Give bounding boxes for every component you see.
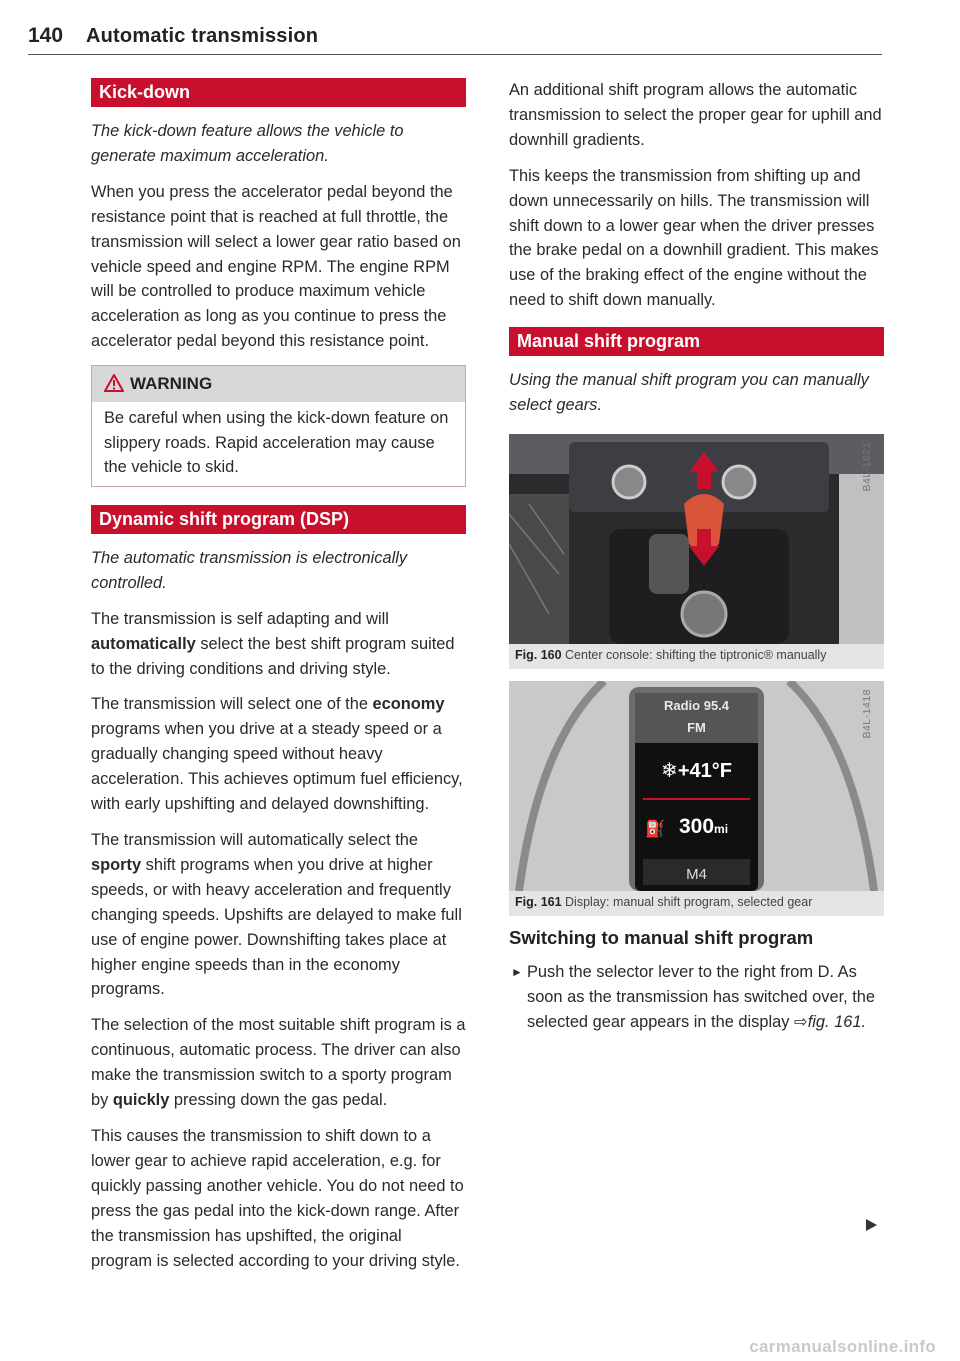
manual-step: ► Push the selector lever to the right from D. As soon as the transmission has switched over, the selected gear appears in the display ⇨fig. 161. — [509, 960, 884, 1035]
fig-161-link[interactable]: ⇨fig. 161. — [793, 1012, 867, 1031]
warning-triangle-icon — [104, 374, 124, 392]
section-title: Automatic transmission — [86, 25, 319, 47]
dsp-paragraph-3: The transmission will automatically select the sporty shift programs when you drive at higher speeds, or with heavy acceleration and frequently changing speeds. Upshifts are delayed to make full use of engine power. Downshifting takes place at higher engine speeds than in the economy programs. — [91, 831, 462, 999]
dsp-paragraph-1: The transmission is self adapting and will automatically select the best shift program suited to the driving conditions and driving style. — [91, 609, 455, 678]
kickdown-body: When you press the accelerator pedal beyond the resistance point that is reached at full throttle, the transmission will select a lower gear ratio based on vehicle speed and engine RPM. The engine RPM will be controlled to produce maximum vehicle acceleration as long as you continue to press the accelerator pedal beyond this resistance point. — [91, 182, 461, 351]
center-console-illustration — [509, 434, 884, 644]
manual-intro: Using the manual shift program you can manually select gears. — [509, 371, 869, 415]
manual-heading: Manual shift program — [509, 327, 884, 356]
fig-161-caption: Fig. 161 Display: manual shift program, selected gear — [509, 891, 884, 916]
display-radio-block — [635, 695, 758, 739]
right-column — [509, 78, 884, 1035]
fuel-pump-icon: ⛽ — [645, 820, 665, 838]
warning-header — [92, 366, 465, 402]
page-number: 140 — [28, 24, 64, 47]
display-temperature: ❄+41°F — [661, 759, 732, 782]
dsp-paragraph-2: The transmission will select one of the economy programs when you drive at a steady speed or a gradually changing speed without heavy acceleration. This achieves optimum fuel efficiency, with early upshifting and delayed downshifting. — [91, 695, 463, 814]
watermark: carmanualsonline.info — [749, 1337, 936, 1356]
warning-box — [91, 365, 466, 487]
bullet-arrow-icon: ► — [511, 964, 523, 979]
fig-160-image — [509, 434, 884, 644]
fig-161-ref: B4L-1418 — [861, 688, 874, 739]
display-radio-station: Radio 95.4 — [663, 697, 730, 713]
dsp-paragraph-6: An additional shift program allows the automatic transmission to select the proper gear for uphill and downhill gradients. — [509, 81, 882, 149]
page-header — [28, 24, 882, 55]
fig-160-ref: B4L-1621 — [861, 441, 874, 492]
dsp-paragraph-7: This keeps the transmission from shifting up and down unnecessarily on hills. The transmission will shift down to a lower gear when the driver presses the brake pedal on a downhill gradient. This makes use of the braking effect of the engine without the need to shift down manually. — [509, 166, 879, 310]
dsp-paragraph-5: This causes the transmission to shift down to a lower gear to achieve rapid acceleration, e.g. for quickly passing another vehicle. You do not need to press the gas pedal into the kick-down range. After the transmission has upshifted, the original program is selected according to your driving style. — [91, 1126, 464, 1270]
kickdown-intro: The kick-down feature allows the vehicle to generate maximum acceleration. — [91, 122, 404, 165]
dsp-heading: Dynamic shift program (DSP) — [91, 505, 466, 534]
dsp-intro: The automatic transmission is electronically controlled. — [91, 548, 408, 592]
kickdown-heading: Kick-down — [91, 78, 466, 107]
display-range: 300mi — [679, 814, 729, 838]
dsp-paragraph-4: The selection of the most suitable shift program is a continuous, automatic process. The driver can also make the transmission switch to a sporty program by quickly pressing down the gas pedal. — [91, 1016, 466, 1110]
fig-161-image — [509, 681, 884, 891]
display-selected-gear: M4 — [686, 865, 707, 883]
snowflake-icon: ❄ — [661, 759, 678, 782]
continue-arrow-icon — [864, 1218, 878, 1237]
warning-title: WARNING — [130, 374, 213, 394]
warning-text: Be careful when using the kick-down feature on slippery roads. Rapid acceleration may cause the vehicle to skid. — [104, 409, 449, 477]
display-radio-band: FM — [687, 719, 706, 735]
fig-160-caption: Fig. 160 Center console: shifting the tiptronic® manually — [509, 644, 884, 669]
left-column — [91, 78, 466, 1284]
manual-subheading: Switching to manual shift program — [509, 926, 814, 948]
